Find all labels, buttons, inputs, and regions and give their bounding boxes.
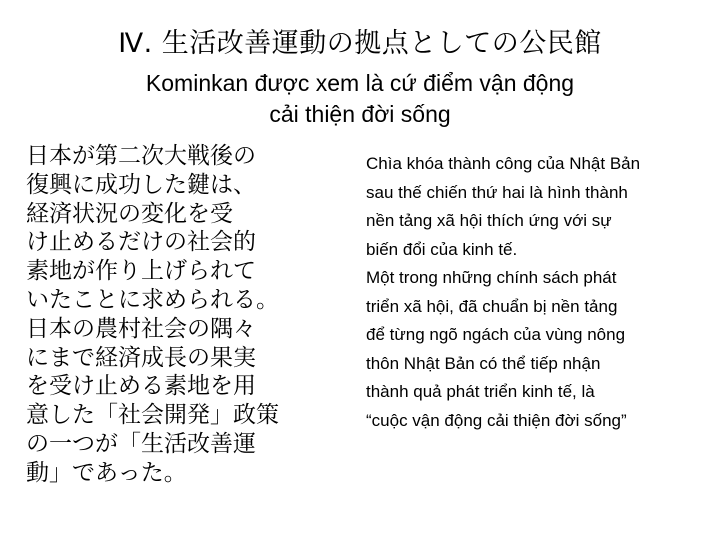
body-line-vn: biến đổi của kinh tế.: [366, 239, 518, 259]
slide-title-japanese: Ⅳ. 生活改善運動の拠点としての公民館: [118, 28, 602, 59]
body-line-vn: thôn Nhật Bản có thể tiếp nhận: [366, 353, 601, 373]
body-line-jp: 日本の農村社会の隅々: [26, 315, 256, 342]
japanese-body-text: [26, 142, 316, 488]
body-line-jp: 日本が第二次大戦後の: [26, 143, 256, 169]
body-line-vn: “cuộc vận động cải thiện đời sống”: [366, 410, 627, 430]
body-line-jp: の一つが「生活改善運: [26, 430, 256, 457]
body-line-vn: thành quả phát triển kinh tế, là: [366, 382, 595, 401]
body-line-jp: 素地が作り上げられて: [26, 258, 256, 285]
body-line-jp: いたことに求められる。: [26, 286, 279, 313]
body-line-vn: nền tảng xã hội thích ứng với sự: [366, 211, 612, 230]
body-line-vn: Chìa khóa thành công của Nhật Bản: [366, 154, 641, 173]
slide-subtitle-vietnamese: [0, 68, 720, 130]
subtitle-line: Kominkan được xem là cứ điểm vận động: [145, 70, 575, 96]
body-line-jp: け止めるだけの社会的: [26, 229, 256, 256]
body-line-jp: を受け止める素地を用: [26, 373, 256, 400]
body-line-jp: 意した「社会開発」政策: [26, 402, 279, 429]
body-line-vn: sau thế chiến thứ hai là hình thành: [366, 182, 628, 202]
subtitle-line: cải thiện đời sống: [269, 101, 451, 127]
body-line-jp: 経済状況の変化を受: [26, 200, 233, 227]
body-line-vn: Một trong những chính sách phát: [366, 268, 617, 287]
body-line-jp: 復興に成功した鍵は、: [26, 171, 256, 198]
body-line-jp: にまで経済成長の果実: [26, 344, 256, 371]
body-line-vn: triển xã hội, đã chuẩn bị nền tảng: [366, 296, 618, 316]
vietnamese-body-text: [366, 150, 716, 435]
body-line-vn: để từng ngõ ngách của vùng nông: [366, 325, 626, 344]
body-line-jp: 動」であった。: [26, 459, 187, 486]
